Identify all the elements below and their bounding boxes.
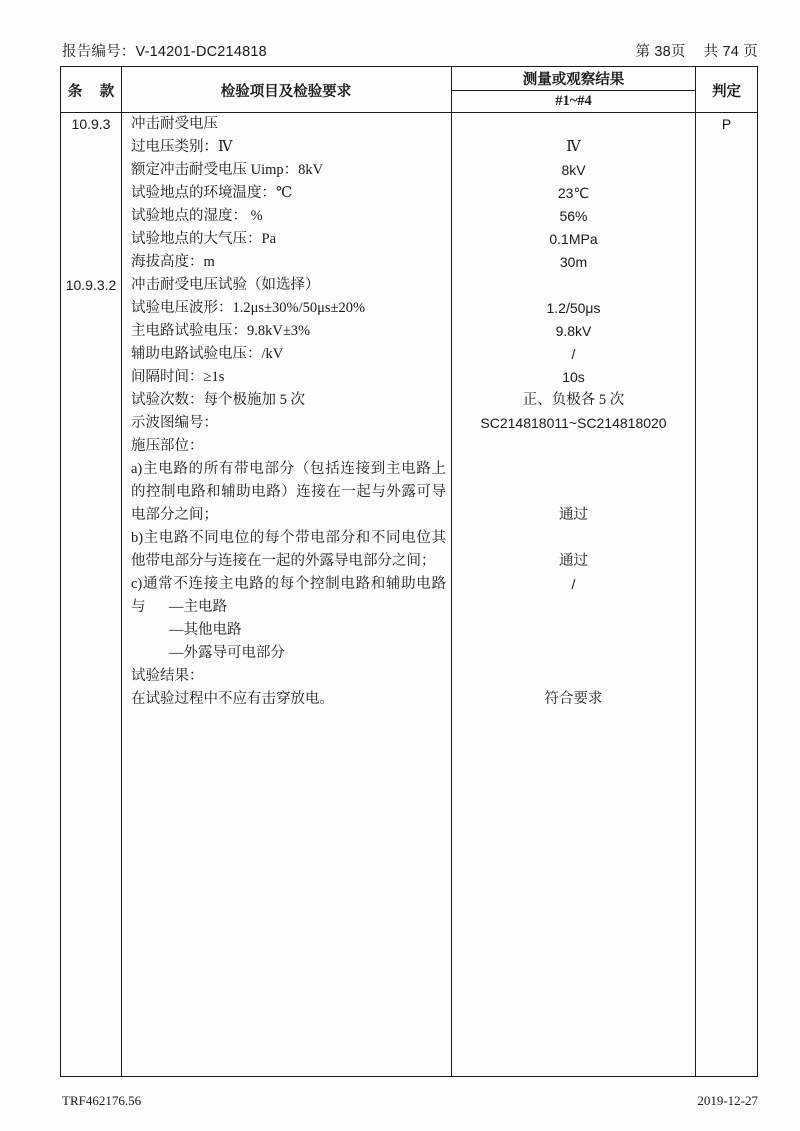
clause-number: 10.9.3.2 (65, 277, 117, 293)
column-header-verdict: 判定 (712, 83, 741, 100)
result-value: 0.1MPa (549, 231, 598, 247)
item-line: 海拔高度：m (131, 254, 215, 270)
page-header (62, 40, 758, 62)
item-line: 试验地点的环境温度：℃ (131, 185, 293, 201)
item-line: 试验电压波形：1.2μs±30%/50μs±20% (131, 300, 366, 316)
item-line: 冲击耐受电压 (131, 116, 218, 132)
report-number: 报告编号：V-14201-DC214818 (62, 44, 267, 60)
result-value: 9.8kV (555, 323, 592, 339)
item-line: 示波图编号： (131, 415, 218, 431)
column-header-result: 测量或观察结果 (522, 72, 625, 88)
result-value: / (571, 346, 576, 362)
item-column (122, 113, 451, 1076)
result-column (452, 113, 695, 1076)
page-current: 第 38页 (635, 44, 686, 60)
item-paragraph: b)主电路不同电位的每个带电部分和不同电位其他带电部分与连接在一起的外露导电部分之间； (131, 530, 446, 569)
footer-date: 2019-12-27 (697, 1093, 758, 1108)
item-line: 在试验过程中不应有击穿放电。 (131, 691, 334, 707)
clause-column (61, 113, 121, 1076)
table-header-row (61, 67, 757, 113)
page-number-group (635, 40, 758, 61)
item-line: 过电压类别：Ⅳ (131, 139, 233, 155)
result-value: Ⅳ (566, 139, 581, 155)
item-line: 试验次数：每个极施加 5 次 (131, 392, 305, 408)
inspection-table (60, 66, 758, 1077)
result-value: 30m (559, 254, 588, 270)
column-header-item: 检验项目及检验要求 (220, 83, 352, 100)
result-value: 正、负极各 5 次 (522, 392, 625, 408)
item-paragraph: a)主电路的所有带电部分（包括连接到主电路上的控制电路和辅助电路）连接在一起与外露可导电部分之间； (131, 461, 446, 523)
item-line: 试验地点的大气压：Pa (131, 231, 276, 247)
result-value: 通过 (559, 507, 588, 523)
item-line: 额定冲击耐受电压 Uimp：8kV (131, 162, 324, 178)
result-value: 8kV (561, 162, 586, 178)
clause-number: 10.9.3 (71, 116, 111, 132)
item-dash-line: —主电路 (169, 599, 227, 615)
item-line: 间隔时间：≥1s (131, 369, 225, 385)
result-value: SC214818011~SC214818020 (480, 415, 667, 431)
item-line: 冲击耐受电压试验（如选择） (131, 277, 320, 293)
column-header-result-sub: #1~#4 (555, 93, 592, 109)
page-total: 共 74 页 (703, 44, 758, 60)
item-line: 试验结果： (131, 668, 204, 684)
result-value: 56% (559, 208, 588, 224)
item-line: 施压部位： (131, 438, 204, 454)
item-line: 试验地点的湿度： % (131, 208, 263, 224)
result-value: 1.2/50μs (546, 300, 601, 316)
item-line: 辅助电路试验电压：/kV (131, 346, 284, 362)
result-value: 符合要求 (544, 691, 603, 707)
verdict-value: P (721, 116, 732, 132)
item-paragraph: c)通常不连接主电路的每个控制电路和辅助电路与 (131, 576, 446, 615)
result-value: / (571, 576, 576, 592)
table-body (61, 113, 757, 1076)
item-dash-line: —外露导可电部分 (169, 645, 285, 661)
result-value: 通过 (559, 553, 588, 569)
footer-doc-code: TRF462176.56 (62, 1093, 142, 1108)
item-line: 主电路试验电压：9.8kV±3% (131, 323, 311, 339)
result-value: 10s (562, 369, 585, 385)
verdict-column (696, 113, 757, 1076)
result-value: 23℃ (557, 185, 590, 201)
column-header-clause: 条 款 (67, 83, 122, 100)
item-dash-line: —其他电路 (169, 622, 242, 638)
page-footer (62, 1093, 758, 1109)
